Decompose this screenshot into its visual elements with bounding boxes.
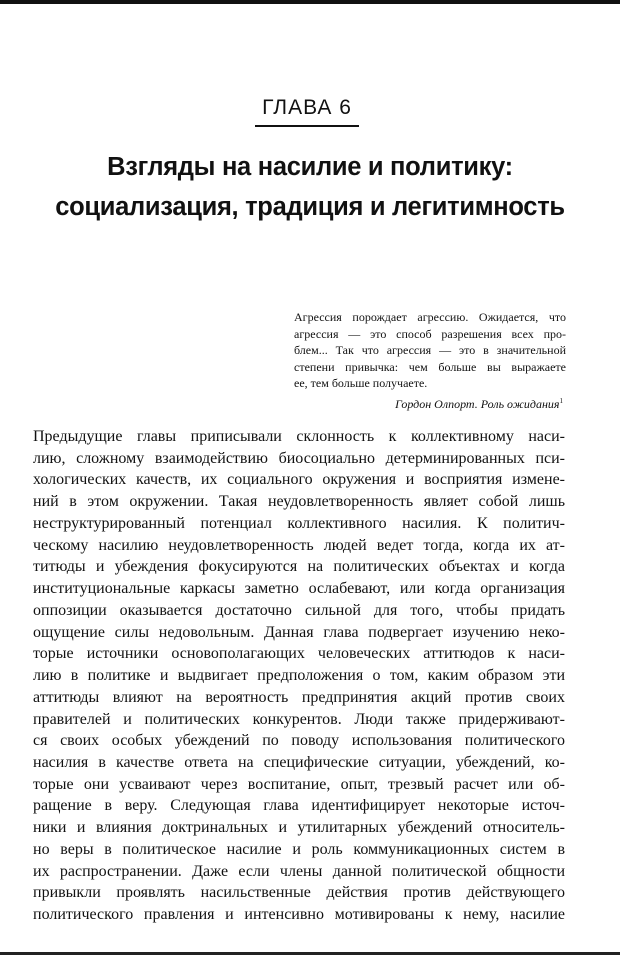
body-line: Предыдущие главы приписывали склонность к коллективному наси- <box>33 428 565 445</box>
body-line: институциональные каркасы заметно ослабевают, или когда организация <box>33 580 565 598</box>
body-line: лию в политике и выдвигает предположения о том, каким образом эти <box>33 667 565 685</box>
chapter-title-line: социализация, традиция и легитимность <box>55 193 565 221</box>
body-line: ращение в веру. Следующая глава идентифицирует некоторые источ- <box>33 797 565 815</box>
body-line: ческому насилию неудовлетворенность людей ведет тогда, когда их ат- <box>33 536 565 554</box>
body-line: оппозиции оказывается достаточно сильной для того, чтобы придать <box>33 601 565 619</box>
body-line: аттитюды влияют на вероятность предпринятия акций против своих <box>33 688 565 706</box>
epigraph-line: Агрессия порождает агрессию. Ожидается, что <box>294 310 566 324</box>
epigraph-line: степени привычка: чем больше вы выражаете <box>294 359 566 374</box>
body-line: политического правления и интенсивно мотивированы к нему, насилие <box>33 906 565 924</box>
chapter-title <box>20 147 600 227</box>
chapter-title-line: Взгляды на насилие и политику: <box>107 153 513 181</box>
epigraph <box>294 309 566 392</box>
body-line: насилия в качестве ответа на специфические ситуации, убеждений, ко- <box>33 754 565 772</box>
body-paragraph <box>33 426 565 926</box>
body-line: привыкли проявлять насильственные действия против действующего <box>33 884 565 902</box>
body-line: лию, сложному взаимодействию биосоциально детерминированных пси- <box>33 449 565 467</box>
footnote-mark: 1 <box>559 397 563 405</box>
body-line: ний в этом окружении. Такая неудовлетворенность являет собой лишь <box>33 493 565 511</box>
body-line: но веры в политическое насилие и роль коммуникационных систем в <box>33 840 565 858</box>
body-line: торые источники основополагающих человеческих аттитюдов к наси- <box>33 645 565 663</box>
epigraph-line: блем... Так что агрессия — это в значительной <box>294 343 566 358</box>
body-line: ся своих особых убеждений по поводу использования политического <box>33 732 565 750</box>
body-line: ощущение силы недовольным. Данная глава подвергает изучению неко- <box>33 623 565 641</box>
epigraph-attribution <box>294 393 563 412</box>
chapter-label: ГЛАВА 6 <box>255 93 359 127</box>
body-line: торые они усваивают через воспитание, опыт, трезвый расчет или об- <box>33 775 565 793</box>
bottom-rule <box>0 952 620 955</box>
body-line: ники и влияния доктринальных и утилитарных убеждений относитель- <box>33 819 565 837</box>
top-rule <box>0 0 620 4</box>
body-line: их распространении. Даже если члены данной политической общности <box>33 862 565 880</box>
attribution-text: Гордон Олпорт. Роль ожидания <box>395 397 560 411</box>
epigraph-line: ее, тем больше получаете. <box>294 376 428 391</box>
body-line: хологических качеств, их социального окружения и восприятия измене- <box>33 471 565 489</box>
body-line: неструктурированный потенциал коллективного насилия. К политич- <box>33 514 565 532</box>
body-line: титюды и убеждения фокусируются на политических объектах и когда <box>33 558 565 576</box>
epigraph-line: агрессия — это способ разрешения всех про- <box>294 326 566 341</box>
body-line: правителей и политических конкурентов. Люди также придерживают- <box>33 710 565 728</box>
